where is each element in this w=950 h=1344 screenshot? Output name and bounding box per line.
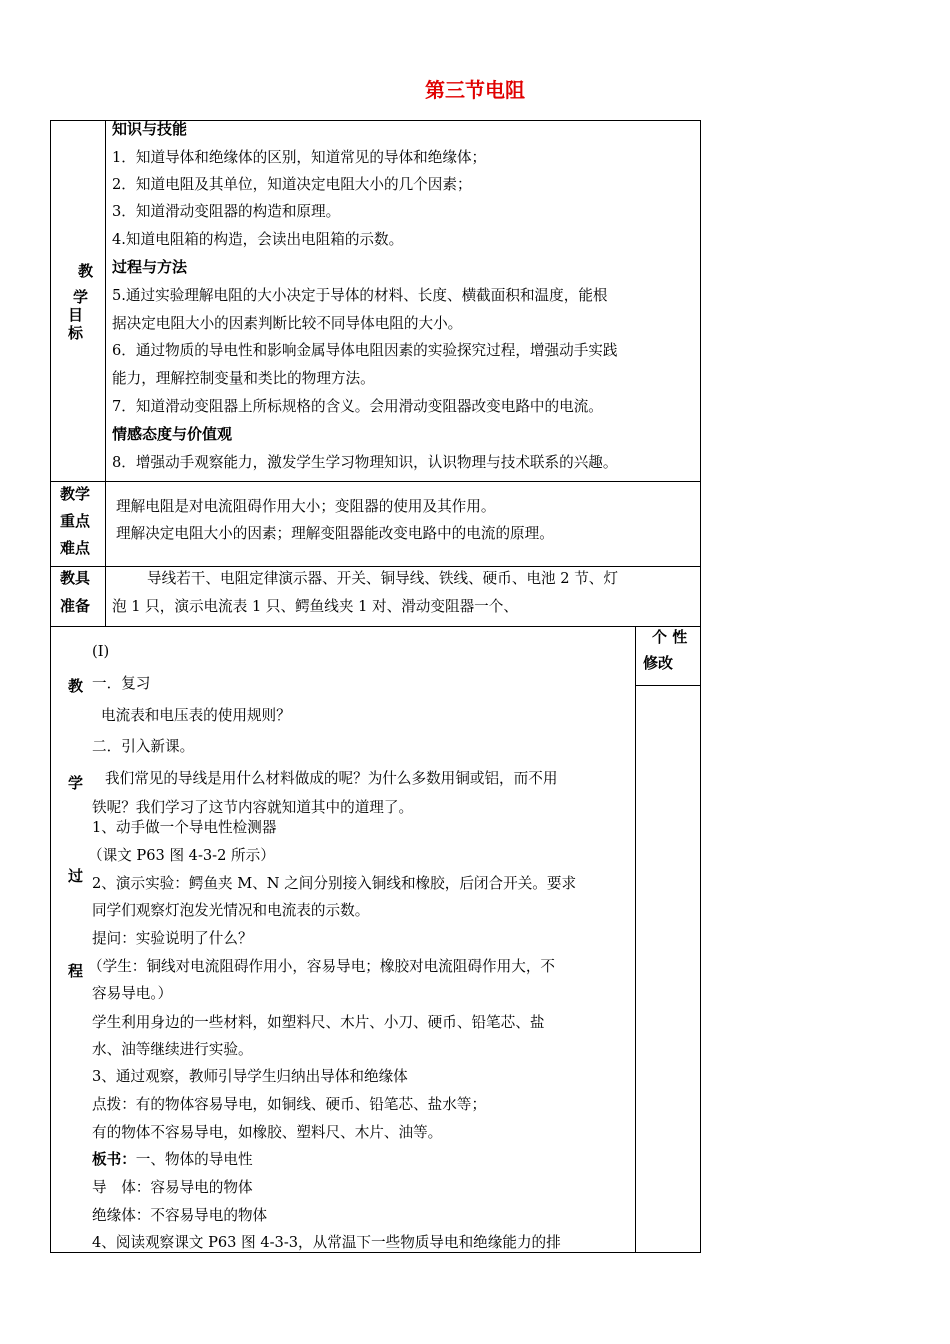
goals-line: 3．知道滑动变阻器的构造和原理。 [112, 203, 341, 220]
keypoints-label-line: 重点 [60, 512, 91, 530]
process-label-char: 程 [68, 962, 84, 980]
keypoints-line: 理解决定电阻大小的因素；理解变阻器能改变电路中的电流的原理。 [116, 525, 554, 542]
goals-line: 4.知道电阻箱的构造，会读出电阻箱的示数。 [112, 231, 404, 248]
process-label-char: 学 [68, 774, 84, 792]
process-line: 3、通过观察，教师引导学生归纳出导体和绝缘体 [92, 1068, 408, 1085]
page-title: 第三节电阻 [425, 78, 525, 102]
process-line: 导 体：容易导电的物体 [92, 1179, 253, 1196]
process-line: 铁呢？我们学习了这节内容就知道其中的道理了。 [92, 799, 414, 816]
goals-heading-knowledge: 知识与技能 [112, 120, 188, 138]
goals-line: 能力，理解控制变量和类比的物理方法。 [112, 370, 375, 387]
personal-edit-cell [635, 626, 701, 1253]
process-line: 电流表和电压表的使用规则？ [101, 707, 291, 724]
process-line: 学生利用身边的一些材料，如塑料尺、木片、小刀、硬币、铅笔芯、盐 [92, 1014, 545, 1031]
goals-line: 2．知道电阻及其单位，知道决定电阻大小的几个因素； [112, 176, 472, 193]
goals-label-char: 教 [78, 262, 94, 280]
keypoints-label-line: 难点 [60, 539, 91, 557]
goals-heading-emotion: 情感态度与价值观 [112, 425, 233, 443]
process-line: 水、油等继续进行实验。 [92, 1041, 253, 1058]
process-line: 绝缘体：不容易导电的物体 [92, 1207, 268, 1224]
process-label-char: 过 [68, 867, 84, 885]
blackboard-text: 一、物体的导电性 [135, 1151, 253, 1168]
keypoints-line: 理解电阻是对电流阻碍作用大小；变阻器的使用及其作用。 [116, 498, 496, 515]
equipment-line: 导线若干、电阻定律演示器、开关、铜导线、铁线、硬币、电池 2 节、灯 [147, 570, 618, 587]
goals-line: 5.通过实验理解电阻的大小决定于导体的材料、长度、横截面积和温度，能根 [112, 287, 608, 304]
goals-line: 8．增强动手观察能力，激发学生学习物理知识，认识物理与技术联系的兴趣。 [112, 454, 618, 471]
equipment-label-line: 教具 [60, 569, 91, 587]
goals-label-char: 目 [68, 306, 84, 324]
personal-edit-label: 修改 [643, 654, 674, 672]
personal-edit-divider [635, 685, 701, 686]
keypoints-content-cell [105, 481, 701, 567]
goals-label-char: 学 [73, 288, 89, 306]
process-line: （课文 P63 图 4-3-2 所示） [88, 847, 275, 864]
goals-heading-process: 过程与方法 [112, 258, 188, 276]
goals-line: 7．知道滑动变阻器上所标规格的含义。会用滑动变阻器改变电路中的电流。 [112, 398, 603, 415]
process-line: 容易导电。） [92, 985, 173, 1002]
blackboard-label: 板书： [92, 1151, 136, 1168]
goals-line: 6．通过物质的导电性和影响金属导体电阻因素的实验探究过程，增强动手实践 [112, 342, 618, 359]
goals-label-char: 标 [68, 324, 84, 342]
goals-line: 据决定电阻大小的因素判断比较不同导体电阻的大小。 [112, 315, 463, 332]
process-line: 二．引入新课。 [92, 738, 195, 755]
process-line: 一．复习 [92, 675, 151, 692]
process-line: 同学们观察灯泡发光情况和电流表的示数。 [92, 902, 370, 919]
goals-line: 1．知道导体和绝缘体的区别，知道常见的导体和绝缘体； [112, 149, 487, 166]
process-line: 点拨：有的物体容易导电，如铜线、硬币、铅笔芯、盐水等； [92, 1096, 487, 1113]
process-line: 1、动手做一个导电性检测器 [92, 819, 277, 836]
keypoints-label-line: 教学 [60, 485, 91, 503]
process-line: 4、阅读观察课文 P63 图 4-3-3，从常温下一些物质导电和绝缘能力的排 [92, 1234, 561, 1251]
process-line: 我们常见的导线是用什么材料做成的呢？为什么多数用铜或铝，而不用 [105, 770, 558, 787]
process-label-char: 教 [68, 677, 84, 695]
process-line: 有的物体不容易导电，如橡胶、塑料尺、木片、油等。 [92, 1124, 443, 1141]
process-line: （学生：铜线对电流阻碍作用小，容易导电；橡胶对电流阻碍作用大，不 [88, 958, 556, 975]
process-line: (I) [92, 643, 110, 660]
process-line: 2、演示实验：鳄鱼夹 M、N 之间分别接入铜线和橡胶，后闭合开关。要求 [92, 875, 577, 892]
personal-edit-label: 个 性 [652, 628, 688, 646]
process-line: 提问：实验说明了什么？ [92, 930, 253, 947]
equipment-line: 泡 1 只，演示电流表 1 只、鳄鱼线夹 1 对、滑动变阻器一个、 [112, 598, 518, 615]
process-line [92, 1153, 253, 1168]
equipment-label-line: 准备 [60, 597, 91, 615]
